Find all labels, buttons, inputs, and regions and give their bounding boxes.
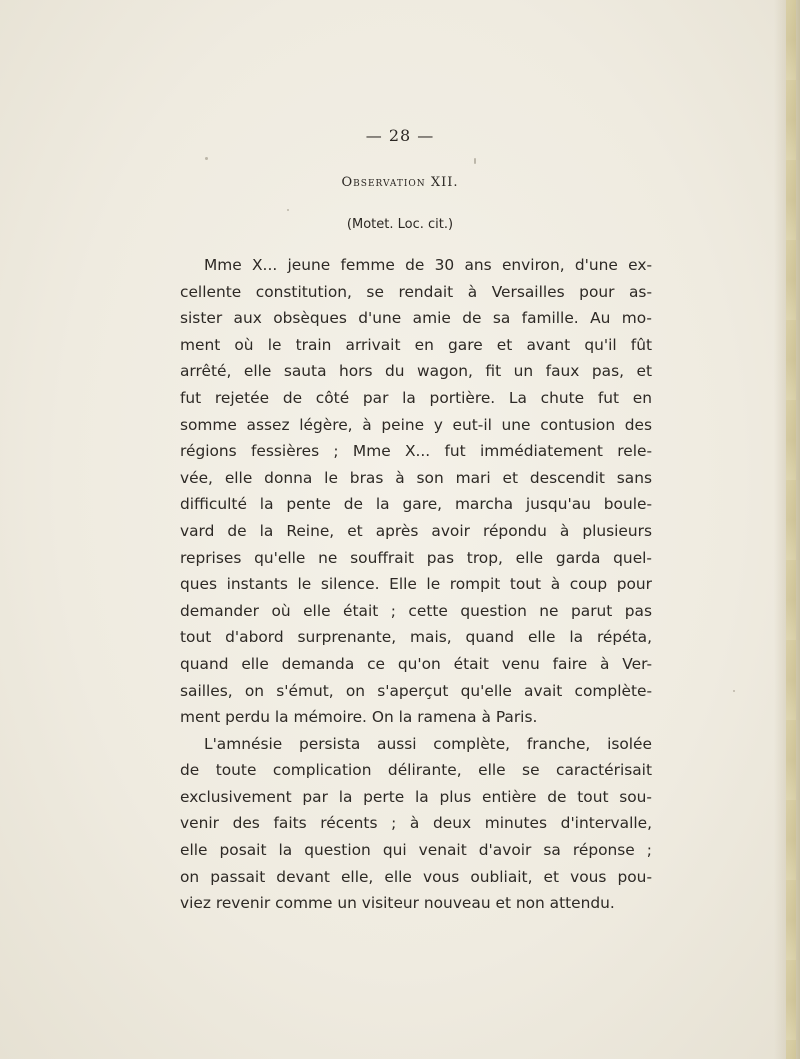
text-line: venir des faits récents ; à deux minutes d'intervalle, (180, 814, 652, 833)
text-line: reprises qu'elle ne souffrait pas trop, elle garda quel- (180, 548, 652, 567)
observation-title: Observation XII. (341, 175, 459, 190)
paper-speck (287, 209, 289, 211)
paragraph-1 (180, 252, 652, 731)
paper-speck (474, 158, 476, 164)
text-line: vard de la Reine, et après avoir répondu à plusieurs (180, 521, 652, 540)
observation-source: (Motet. Loc. cit.) (346, 217, 454, 232)
text-line: ment où le train arrivait en gare et avant qu'il fût (180, 335, 652, 354)
paragraph-2 (180, 731, 652, 917)
body-text (180, 252, 652, 917)
text-line: Mme X... jeune femme de 30 ans environ, d'une ex- (204, 256, 652, 274)
text-line: demander où elle était ; cette question ne parut pas (180, 601, 652, 620)
text-line: régions fessières ; Mme X... fut immédiatement rele- (180, 442, 652, 461)
text-line: difficulté la pente de la gare, marcha jusqu'au boule- (180, 495, 652, 514)
text-line: ques instants le silence. Elle le rompit tout à coup pour (180, 575, 652, 594)
page-number: — 28 — (365, 126, 435, 145)
text-line: vée, elle donna le bras à son mari et descendit sans (180, 468, 652, 487)
text-line: exclusivement par la perte la plus entière de tout sou- (180, 787, 652, 806)
text-line: quand elle demanda ce qu'on était venu faire à Ver- (180, 654, 652, 673)
text-line: de toute complication délirante, elle se caractérisait (180, 761, 652, 780)
paper-speck (205, 157, 208, 160)
text-line: sailles, on s'émut, on s'aperçut qu'elle avait complète- (180, 681, 652, 700)
text-line: cellente constitution, se rendait à Versailles pour as- (180, 282, 652, 301)
text-line: sister aux obsèques d'une amie de sa famille. Au mo- (180, 309, 652, 328)
text-line: L'amnésie persista aussi complète, franche, isolée (204, 734, 652, 753)
text-line: tout d'abord surprenante, mais, quand elle la répéta, (180, 628, 652, 647)
page-edge-binding (786, 0, 796, 1059)
text-line: ment perdu la mémoire. On la ramena à Paris. (180, 708, 538, 727)
text-line: viez revenir comme un visiteur nouveau et non attendu. (180, 894, 615, 913)
paper-speck (733, 690, 735, 692)
text-line: arrêté, elle sauta hors du wagon, fit un faux pas, et (180, 362, 652, 381)
text-line: fut rejetée de côté par la portière. La chute fut en (180, 388, 652, 407)
text-line: elle posait la question qui venait d'avoir sa réponse ; (180, 841, 652, 860)
text-line: somme assez légère, à peine y eut-il une contusion des (180, 415, 652, 434)
text-line: on passait devant elle, elle vous oubliait, et vous pou- (180, 867, 652, 886)
